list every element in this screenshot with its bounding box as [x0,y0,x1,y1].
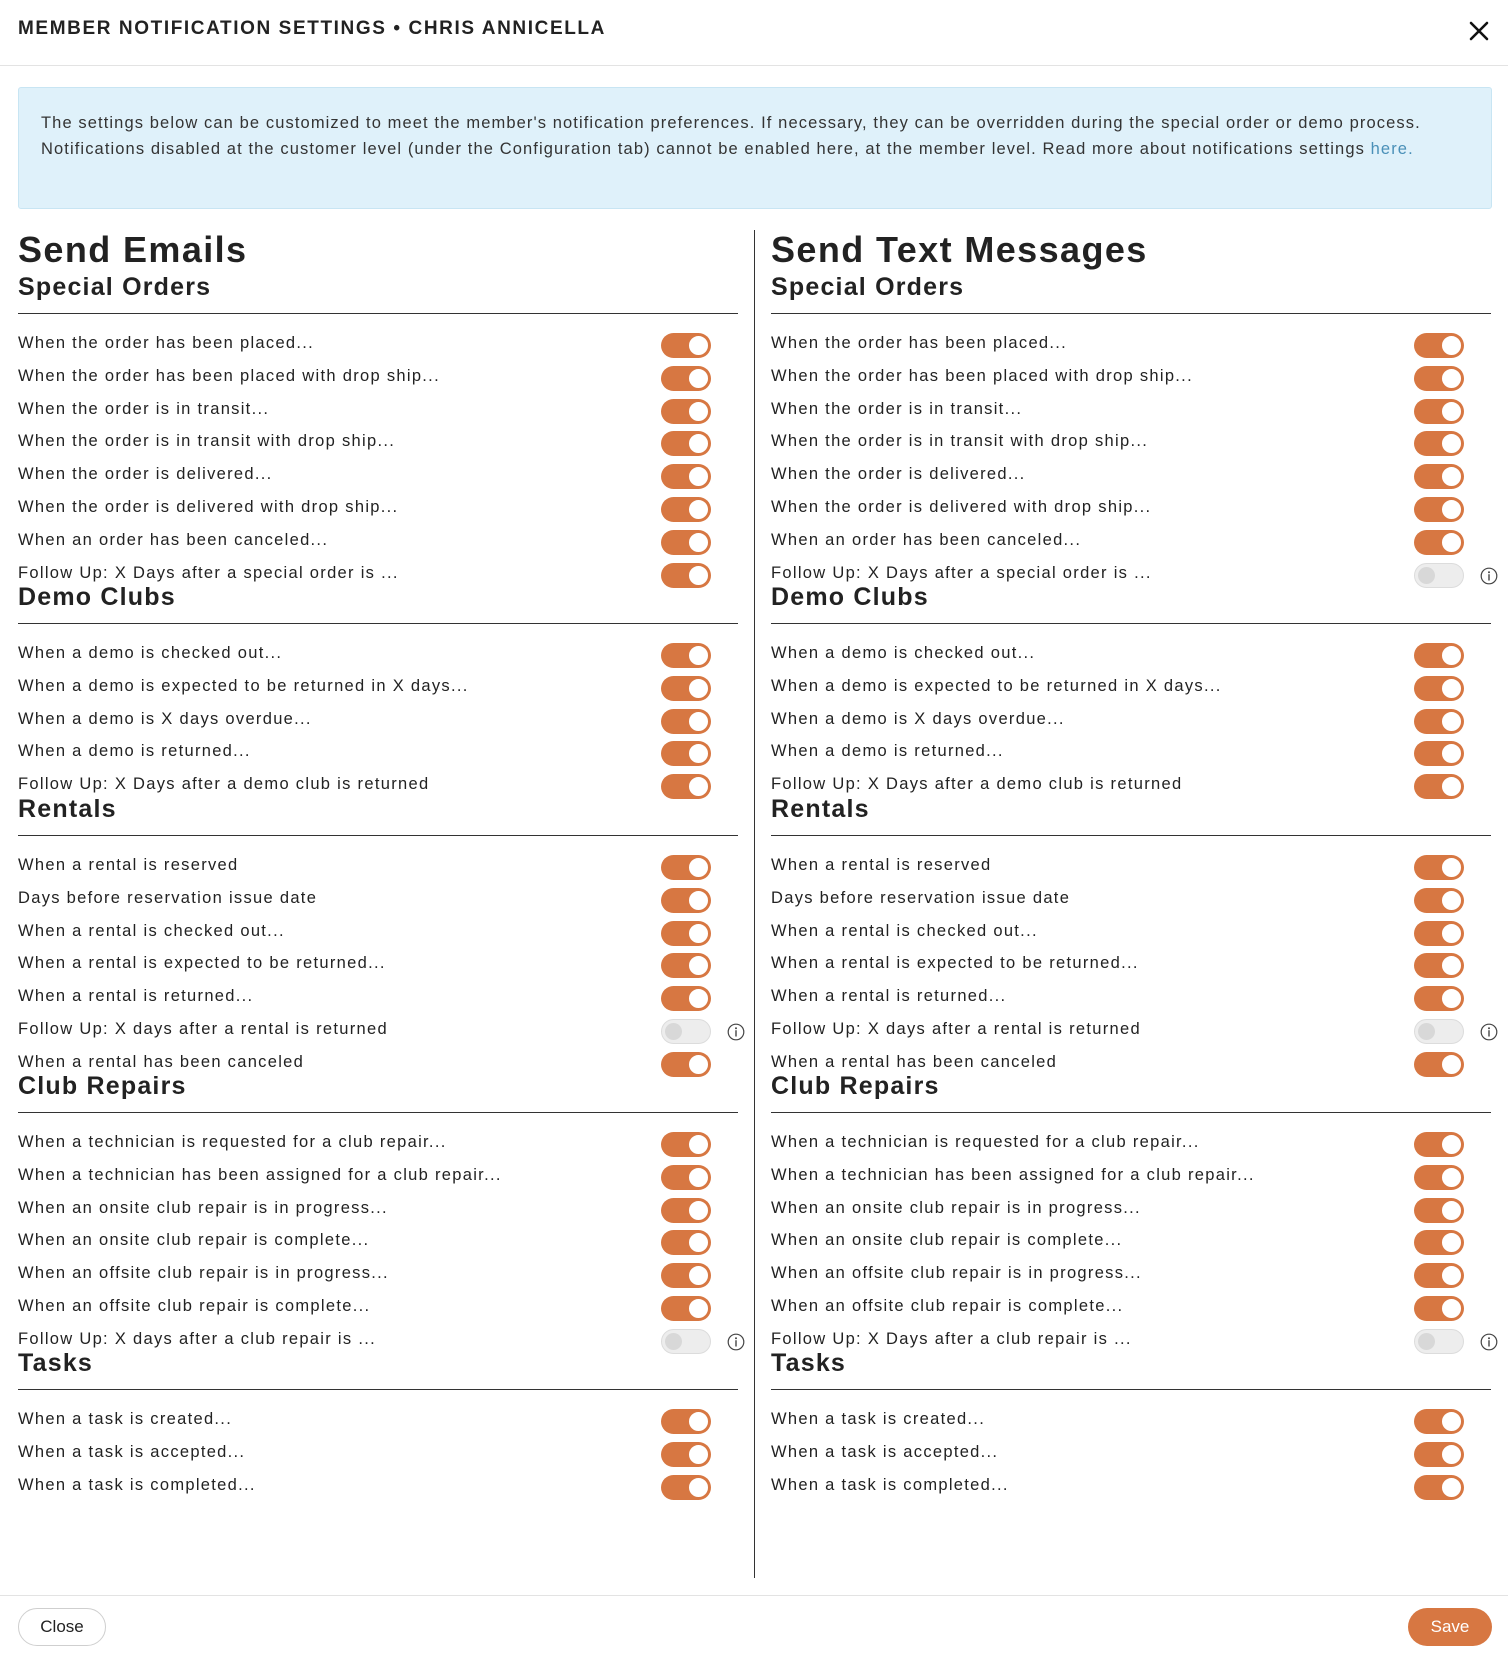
notification-label: When the order has been placed with drop ship... [18,366,440,385]
notification-row [18,1403,738,1437]
notification-label: When an offsite club repair is in progress... [771,1264,1142,1283]
notification-label: When a technician has been assigned for a club repair... [18,1165,502,1184]
notification-row [18,425,738,459]
notification-row [18,1323,738,1357]
notification-toggle[interactable] [661,431,711,456]
notification-label: When an order has been canceled... [771,530,1082,549]
notification-label: Follow Up: X Days after a demo club is returned [771,775,1183,794]
notification-row [771,360,1491,394]
notification-row [18,360,738,394]
modal-header [0,0,1508,66]
notification-row [771,1192,1491,1226]
section-divider [18,623,738,624]
notification-label: When a technician is requested for a club repair... [18,1133,447,1151]
column-title: Send Text Messages [771,229,1148,270]
notification-row [771,1469,1491,1503]
notification-label: When the order is in transit... [18,399,270,418]
notification-label: Follow Up: X days after a rental is returned [771,1020,1141,1038]
notification-label: When a demo is X days overdue... [771,709,1065,728]
column-title: Send Emails [18,229,248,270]
notification-row [771,425,1491,459]
notification-toggle[interactable] [1414,921,1464,946]
section-title: Rentals [18,795,117,823]
section-title: Special Orders [771,273,965,301]
notification-row [18,491,738,525]
notification-row [18,1159,738,1193]
notification-row [18,1290,738,1324]
notification-row [18,1257,738,1291]
notification-label: When a task is created... [18,1410,233,1428]
notification-toggle[interactable] [1414,1475,1464,1500]
info-icon[interactable] [727,1023,745,1041]
save-button[interactable]: Save [1408,1608,1492,1646]
info-banner-link[interactable]: here. [1370,140,1414,158]
notification-label: When a rental is checked out... [771,921,1038,940]
notification-label: When the order is delivered... [771,465,1026,484]
notification-toggle[interactable] [661,1019,711,1044]
section-title: Club Repairs [771,1072,940,1100]
notification-toggle[interactable] [661,1296,711,1321]
section-divider [18,313,738,314]
notification-toggle[interactable] [1414,1329,1464,1354]
notification-row [771,882,1491,916]
notification-label: When the order is delivered with drop ship... [18,498,399,516]
notification-row [18,327,738,361]
notification-label: When the order is in transit... [771,399,1023,418]
notification-toggle[interactable] [1414,643,1464,668]
notification-row [18,980,738,1014]
close-button[interactable]: Close [18,1608,106,1646]
notification-label: When the order is delivered... [18,465,273,484]
notification-toggle[interactable] [1414,1263,1464,1288]
notification-toggle[interactable] [661,986,711,1011]
notification-row [771,327,1491,361]
section-divider [771,1389,1491,1390]
notification-label: When a rental has been canceled [18,1052,305,1071]
notification-toggle[interactable] [661,953,711,978]
notification-label: When a rental is reserved [18,856,239,874]
notification-toggle[interactable] [661,399,711,424]
notification-row [771,1126,1491,1160]
notification-toggle[interactable] [661,774,711,799]
notification-row [771,703,1491,737]
notification-label: When a rental has been canceled [771,1052,1058,1071]
notification-toggle[interactable] [661,643,711,668]
notification-toggle[interactable] [661,464,711,489]
info-icon[interactable] [1480,567,1498,585]
section-divider [771,1112,1491,1113]
notification-row [18,768,738,802]
notification-row [771,1224,1491,1258]
notification-label: When a rental is returned... [771,987,1007,1006]
notification-toggle[interactable] [661,1263,711,1288]
notification-label: When a task is accepted... [771,1442,999,1461]
section-title: Club Repairs [18,1072,187,1100]
notification-label: Follow Up: X Days after a special order is ... [18,563,399,582]
section-title: Rentals [771,795,870,823]
notification-toggle[interactable] [1414,1230,1464,1255]
notification-row [18,1224,738,1258]
notification-toggle[interactable] [1414,1442,1464,1467]
notification-toggle[interactable] [661,888,711,913]
notification-row [771,1159,1491,1193]
notification-label: When a task is accepted... [18,1442,246,1461]
section-title: Tasks [18,1349,94,1377]
notification-toggle[interactable] [661,1230,711,1255]
section-divider [18,1112,738,1113]
notification-row [18,1436,738,1470]
notification-label: When an offsite club repair is complete... [18,1297,371,1315]
notification-row [771,1323,1491,1357]
notification-row [18,1469,738,1503]
notification-row [771,491,1491,525]
notification-label: When a demo is checked out... [771,644,1036,662]
notification-label: When a technician is requested for a club repair... [771,1133,1200,1151]
notification-label: When an onsite club repair is complete... [771,1231,1123,1250]
notification-row [771,768,1491,802]
notification-label: When an offsite club repair is in progress... [18,1264,389,1283]
notification-label: Days before reservation issue date [18,888,318,907]
notification-row [771,735,1491,769]
notification-row [771,1257,1491,1291]
notification-label: When a task is completed... [18,1475,256,1494]
notification-row [18,670,738,704]
section-divider [771,313,1491,314]
notification-toggle[interactable] [1414,1052,1464,1077]
section-divider [771,835,1491,836]
section-title: Demo Clubs [771,583,929,611]
notification-label: When a rental is checked out... [18,921,285,940]
notification-row [18,915,738,949]
notification-label: When an onsite club repair is in progress... [771,1198,1141,1217]
notification-toggle[interactable] [661,741,711,766]
notification-row [18,1126,738,1160]
notification-toggle[interactable] [661,1198,711,1223]
section-divider [18,1389,738,1390]
notification-label: When a demo is returned... [18,742,251,761]
info-icon[interactable] [1480,1023,1498,1041]
notification-row [18,1192,738,1226]
notification-label: When a demo is expected to be returned in X days... [771,676,1222,695]
modal-title: MEMBER NOTIFICATION SETTINGS • CHRIS ANNICELLA [18,18,606,39]
notification-toggle[interactable] [661,1409,711,1434]
notification-toggle[interactable] [1414,1019,1464,1044]
notification-label: When the order is delivered with drop ship... [771,498,1152,516]
notification-label: When a technician has been assigned for a club repair... [771,1165,1255,1184]
notification-toggle[interactable] [1414,676,1464,701]
info-banner-text: The settings below can be customized to meet the member's notification preferences. If necessary, they can be overridden during the special order or demo process. Notifications disabled at the customer level (under the Configuration tab) cannot be enabled here, at the member level. Read more about notifications settings [41,114,1421,158]
close-icon[interactable] [1462,14,1496,48]
notification-row [18,703,738,737]
notification-label: When the order has been placed with drop ship... [771,366,1193,385]
notification-row [771,849,1491,883]
notification-label: When an offsite club repair is complete... [771,1297,1124,1315]
notification-toggle[interactable] [661,366,711,391]
notification-toggle[interactable] [1414,1165,1464,1190]
notification-row [771,980,1491,1014]
notification-row [18,637,738,671]
notification-toggle[interactable] [661,1329,711,1354]
column-divider [754,230,755,1578]
notification-toggle[interactable] [1414,741,1464,766]
notification-label: When an onsite club repair is complete... [18,1231,370,1250]
notification-toggle[interactable] [661,1442,711,1467]
notification-row [18,882,738,916]
notification-toggle[interactable] [661,709,711,734]
notification-toggle[interactable] [1414,986,1464,1011]
notification-toggle[interactable] [661,1165,711,1190]
notification-row [771,524,1491,558]
notification-label: When the order is in transit with drop ship... [18,432,396,451]
section-divider [771,623,1491,624]
notification-toggle[interactable] [1414,464,1464,489]
notification-toggle[interactable] [1414,431,1464,456]
notification-toggle[interactable] [1414,333,1464,358]
notification-toggle[interactable] [661,530,711,555]
notification-toggle[interactable] [1414,888,1464,913]
section-title: Demo Clubs [18,583,176,611]
notification-row [18,947,738,981]
info-icon[interactable] [1480,1333,1498,1351]
info-icon[interactable] [727,1333,745,1351]
notification-row [18,849,738,883]
notification-row [771,915,1491,949]
notification-toggle[interactable] [661,563,711,588]
notification-row [771,458,1491,492]
notification-label: Follow Up: X Days after a special order is ... [771,563,1152,582]
notification-label: When a demo is X days overdue... [18,709,312,728]
notification-label: When a task is completed... [771,1475,1009,1494]
notification-toggle[interactable] [1414,709,1464,734]
notification-label: When a rental is reserved [771,856,992,874]
notification-toggle[interactable] [1414,1198,1464,1223]
notification-row [18,524,738,558]
notification-toggle[interactable] [661,1132,711,1157]
notification-toggle[interactable] [1414,497,1464,522]
notification-toggle[interactable] [661,1475,711,1500]
notification-toggle[interactable] [1414,563,1464,588]
notification-label: When a task is created... [771,1410,986,1428]
notification-toggle[interactable] [1414,366,1464,391]
notification-toggle[interactable] [661,676,711,701]
notification-row [18,393,738,427]
notification-toggle[interactable] [1414,1132,1464,1157]
notification-label: Follow Up: X Days after a club repair is ... [771,1329,1132,1348]
notification-toggle[interactable] [661,1052,711,1077]
notification-row [18,1013,738,1047]
notification-row [18,458,738,492]
notification-label: When an onsite club repair is in progress... [18,1198,388,1217]
section-title: Tasks [771,1349,847,1377]
notification-label: When the order has been placed... [18,334,315,352]
notification-row [771,947,1491,981]
notification-label: When a rental is returned... [18,987,254,1006]
notification-toggle[interactable] [1414,1296,1464,1321]
notification-label: When a rental is expected to be returned... [771,954,1139,973]
notification-row [771,1290,1491,1324]
section-title: Special Orders [18,273,212,301]
notification-label: When a demo is returned... [771,742,1004,761]
notification-row [771,1403,1491,1437]
notification-label: When a demo is checked out... [18,644,283,662]
modal-footer [0,1595,1508,1658]
notification-row [771,393,1491,427]
notification-row [771,1013,1491,1047]
notification-label: When the order has been placed... [771,334,1068,352]
notification-label: Follow Up: X Days after a demo club is returned [18,775,430,794]
notification-label: When the order is in transit with drop ship... [771,432,1149,451]
notification-toggle[interactable] [1414,530,1464,555]
notification-label: Days before reservation issue date [771,888,1071,907]
info-banner [18,87,1492,209]
notification-label: Follow Up: X days after a rental is returned [18,1020,388,1038]
notification-toggle[interactable] [661,921,711,946]
notification-row [771,670,1491,704]
notification-label: When a demo is expected to be returned in X days... [18,676,469,695]
notification-row [771,1436,1491,1470]
notification-label: When an order has been canceled... [18,530,329,549]
notification-toggle[interactable] [1414,1409,1464,1434]
notification-label: When a rental is expected to be returned... [18,954,386,973]
notification-toggle[interactable] [1414,399,1464,424]
section-divider [18,835,738,836]
notification-toggle[interactable] [1414,855,1464,880]
notification-row [771,637,1491,671]
notification-row [18,735,738,769]
notification-toggle[interactable] [661,855,711,880]
notification-toggle[interactable] [661,497,711,522]
notification-label: Follow Up: X days after a club repair is ... [18,1329,376,1348]
notification-toggle[interactable] [661,333,711,358]
notification-toggle[interactable] [1414,953,1464,978]
notification-toggle[interactable] [1414,774,1464,799]
